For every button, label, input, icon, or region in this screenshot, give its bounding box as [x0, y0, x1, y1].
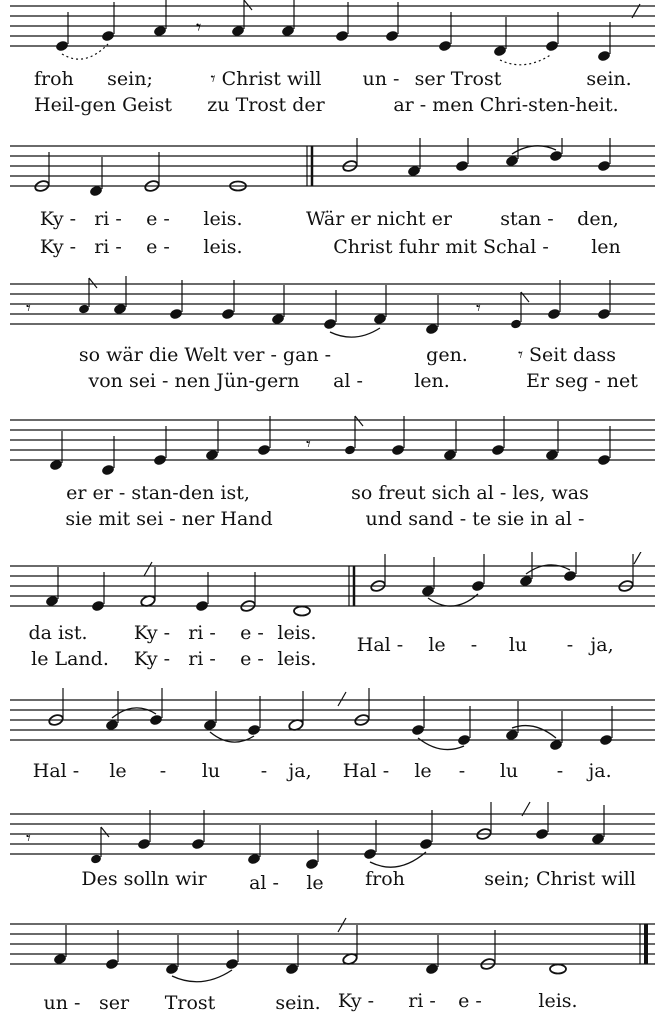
lyrics-line: [0, 208, 663, 230]
svg-text:𝄾: 𝄾: [196, 15, 202, 39]
lyric-syllable: stan -: [500, 208, 554, 230]
lyric-syllable: lu: [508, 634, 528, 656]
lyric-syllable: ser Trost: [414, 68, 502, 90]
lyric-syllable: al -: [249, 872, 279, 894]
lyric-syllable: le: [414, 760, 432, 782]
music-system-1: [0, 0, 663, 122]
music-system-6: [0, 688, 663, 792]
lyric-syllable: ri -: [188, 648, 216, 670]
lyric-syllable: gen.: [426, 344, 468, 366]
staff-system-7: [0, 800, 663, 870]
lyric-syllable: e -: [146, 236, 170, 258]
lyric-syllable: Wär er nicht er: [306, 208, 452, 230]
lyric-syllable: Heil-gen Geist: [34, 94, 172, 116]
svg-text:𝄾: 𝄾: [26, 298, 31, 319]
lyrics-line: [0, 760, 663, 782]
lyric-syllable: sein;: [107, 68, 153, 90]
lyric-syllable: ar - men Chri-sten-heit.: [393, 94, 619, 116]
lyric-syllable: Hal -: [356, 634, 404, 656]
lyrics-line: [0, 344, 663, 366]
lyric-syllable: froh: [34, 68, 74, 90]
lyrics-line: [0, 868, 663, 894]
lyric-syllable: Trost: [164, 992, 216, 1014]
lyric-syllable: al -: [333, 370, 363, 392]
lyric-syllable: lu: [499, 760, 519, 782]
lyric-syllable: e -: [240, 648, 264, 670]
lyric-syllable: Ky -: [133, 648, 171, 670]
music-system-4: [0, 412, 663, 536]
lyric-syllable: da ist.: [28, 622, 88, 644]
lyric-syllable: Ky -: [39, 236, 77, 258]
lyric-syllable: und sand - te sie in al -: [365, 508, 585, 530]
lyric-syllable: ri -: [94, 236, 122, 258]
lyrics-line: [0, 370, 663, 392]
lyric-syllable: von sei - nen Jün-gern: [88, 370, 300, 392]
lyric-syllable: ri -: [188, 622, 216, 644]
lyric-syllable: sein.: [586, 68, 632, 90]
lyric-syllable: Christ fuhr mit Schal -: [333, 236, 549, 258]
lyric-syllable: -: [458, 760, 466, 782]
lyric-syllable: 𝄾 Christ will: [210, 68, 322, 90]
lyric-syllable: len.: [414, 370, 450, 392]
lyric-syllable: len: [591, 236, 621, 258]
lyrics-line: [0, 482, 663, 504]
music-system-7: [0, 800, 663, 904]
lyric-syllable: Ky -: [39, 208, 77, 230]
music-system-8: [0, 912, 663, 1020]
lyric-syllable: leis.: [203, 208, 243, 230]
lyric-syllable: ja,: [288, 760, 312, 782]
lyric-syllable: 𝄾 Seit dass: [517, 344, 617, 366]
lyric-syllable: sie mit sei - ner Hand: [65, 508, 273, 530]
lyric-syllable: er er - stan-den ist,: [66, 482, 250, 504]
lyrics-line: [0, 68, 663, 90]
lyric-syllable: Ky -: [133, 622, 171, 644]
lyric-syllable: zu Trost der: [207, 94, 325, 116]
lyric-syllable: so wär die Welt ver - gan -: [78, 344, 332, 366]
lyric-syllable: froh: [365, 868, 405, 890]
lyric-syllable: Ky -: [337, 990, 375, 1012]
lyrics-line: [0, 236, 663, 258]
lyric-syllable: -: [260, 760, 268, 782]
staff-system-4: [0, 412, 663, 482]
lyric-syllable: -: [470, 634, 478, 656]
lyric-syllable: e -: [240, 622, 264, 644]
lyric-syllable: so freut sich al - les, was: [351, 482, 589, 504]
staff-system-1: [0, 0, 663, 70]
lyric-syllable: leis.: [203, 236, 243, 258]
lyric-syllable: le Land.: [31, 648, 109, 670]
svg-text:𝄾: 𝄾: [306, 434, 311, 455]
lyric-syllable: ri -: [94, 208, 122, 230]
lyric-syllable: un -: [362, 68, 400, 90]
lyric-syllable: -: [556, 760, 564, 782]
lyric-syllable: le: [306, 872, 324, 894]
lyric-syllable: e -: [458, 990, 482, 1012]
lyric-syllable: Hal -: [32, 760, 80, 782]
staff-system-2: [0, 138, 663, 210]
lyrics-line: [0, 508, 663, 530]
lyric-syllable: leis.: [277, 622, 317, 644]
lyric-syllable: un -: [43, 992, 81, 1014]
music-system-2: [0, 138, 663, 268]
lyrics-line: [0, 622, 663, 656]
lyric-syllable: Hal -: [342, 760, 390, 782]
music-system-5: [0, 552, 663, 676]
svg-text:𝄾: 𝄾: [26, 828, 31, 849]
lyric-syllable: le: [109, 760, 127, 782]
lyric-syllable: ja,: [590, 634, 614, 656]
music-system-3: [0, 276, 663, 400]
lyrics-line: [0, 94, 663, 116]
lyric-syllable: ja.: [588, 760, 612, 782]
staff-system-6: [0, 688, 663, 758]
lyric-syllable: leis.: [277, 648, 317, 670]
lyric-syllable: sein.: [275, 992, 321, 1014]
lyric-syllable: -: [566, 634, 574, 656]
lyric-syllable: den,: [577, 208, 619, 230]
lyrics-line: [0, 648, 663, 670]
lyric-syllable: le: [428, 634, 446, 656]
lyric-syllable: lu: [201, 760, 221, 782]
lyric-syllable: ri -: [408, 990, 436, 1012]
lyric-syllable: ser: [98, 992, 130, 1014]
svg-text:𝄾: 𝄾: [476, 298, 481, 319]
lyric-syllable: sein; Christ will: [484, 868, 636, 890]
staff-system-3: [0, 276, 663, 346]
lyric-syllable: Er seg - net: [526, 370, 638, 392]
lyric-syllable: Des solln wir: [81, 868, 207, 890]
staff-system-8: [0, 912, 663, 984]
lyric-syllable: leis.: [538, 990, 578, 1012]
staff-system-5: [0, 552, 663, 622]
lyric-syllable: e -: [146, 208, 170, 230]
lyrics-line: [0, 986, 663, 1014]
lyric-syllable: -: [159, 760, 167, 782]
